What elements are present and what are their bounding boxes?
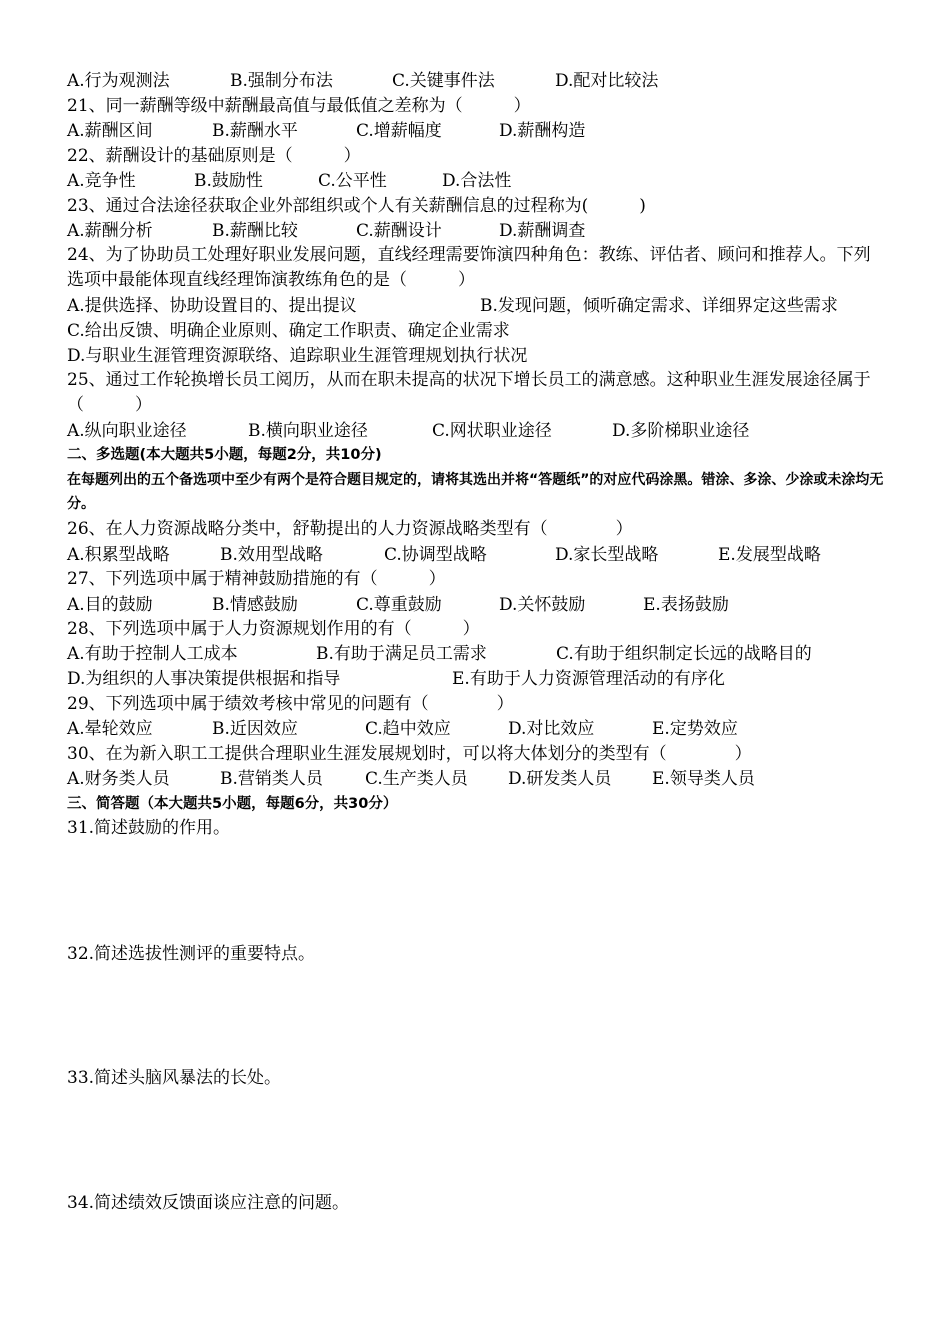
section-2-title: 二、多选题(本大题共5小题，每题2分，共10分) <box>67 447 382 463</box>
q21-option-a: A.薪酬区间 <box>67 121 153 141</box>
q29-option-e: E.定势效应 <box>652 719 738 739</box>
q26-option-c: C.协调型战略 <box>384 545 487 565</box>
q25-option-a: A.纵向职业途径 <box>67 421 187 441</box>
q30-option-b: B.营销类人员 <box>220 769 323 789</box>
q21-option-c: C.增薪幅度 <box>356 121 442 141</box>
q30-option-d: D.研发类人员 <box>508 769 612 789</box>
q26-stem: 26、在人力资源战略分类中，舒勒提出的人力资源战略类型有（ ） <box>67 519 633 539</box>
q27-option-e: E.表扬鼓励 <box>643 595 729 615</box>
q28-option-b: B.有助于满足员工需求 <box>316 644 487 664</box>
q24-option-a: A.提供选择、协助设置目的、提出提议 <box>67 296 357 316</box>
q20-option-c: C.关键事件法 <box>392 71 495 91</box>
q25-option-c: C.网状职业途径 <box>432 421 552 441</box>
q22-option-d: D.合法性 <box>442 171 512 191</box>
q28-option-a: A.有助于控制人工成本 <box>67 644 238 664</box>
q20-option-b: B.强制分布法 <box>230 71 333 91</box>
q26-option-a: A.积累型战略 <box>67 545 170 565</box>
q24-option-b: B.发现问题，倾听确定需求、详细界定这些需求 <box>480 296 838 316</box>
section-2-instruction: 在每题列出的五个备选项中至少有两个是符合题目规定的，请将其选出并将“答题纸”的对应代码涂黑。错涂、多涂、少涂或未涂均无分。 <box>67 472 884 512</box>
q24-option-c: C.给出反馈、明确企业原则、确定工作职责、确定企业需求 <box>67 321 510 341</box>
q26-option-d: D.家长型战略 <box>555 545 659 565</box>
q27-option-b: B.情感鼓励 <box>212 595 298 615</box>
q20-option-a: A.行为观测法 <box>67 71 170 91</box>
q22-option-c: C.公平性 <box>318 171 387 191</box>
q33-stem: 33.简述头脑风暴法的长处。 <box>67 1068 282 1088</box>
q22-option-a: A.竞争性 <box>67 171 136 191</box>
q30-stem: 30、在为新入职工工提供合理职业生涯发展规划时，可以将大体划分的类型有（ ） <box>67 744 752 764</box>
q29-option-c: C.趋中效应 <box>365 719 451 739</box>
q21-stem: 21、同一薪酬等级中薪酬最高值与最低值之差称为（ ） <box>67 96 531 116</box>
q22-option-b: B.鼓励性 <box>194 171 263 191</box>
q25-stem: 25、通过工作轮换增长员工阅历，从而在职未提高的状况下增长员工的满意感。这种职业生涯发展途径属于（ ） <box>67 370 871 415</box>
q22-stem: 22、薪酬设计的基础原则是（ ） <box>67 146 361 166</box>
q29-option-a: A.晕轮效应 <box>67 719 153 739</box>
q23-option-a: A.薪酬分析 <box>67 221 153 241</box>
q21-option-d: D.薪酬构造 <box>499 121 586 141</box>
q24-stem: 24、为了协助员工处理好职业发展问题，直线经理需要饰演四种角色：教练、评估者、顾问和推荐人。下列选项中最能体现直线经理饰演教练角色的是（ ） <box>67 245 871 290</box>
q26-option-b: B.效用型战略 <box>220 545 323 565</box>
q28-option-c: C.有助于组织制定长远的战略目的 <box>556 644 812 664</box>
q27-stem: 27、下列选项中属于精神鼓励措施的有（ ） <box>67 569 446 589</box>
q27-option-a: A.目的鼓励 <box>67 595 153 615</box>
q32-stem: 32.简述选拔性测评的重要特点。 <box>67 944 316 964</box>
q21-option-b: B.薪酬水平 <box>212 121 298 141</box>
q23-option-b: B.薪酬比较 <box>212 221 298 241</box>
q30-option-c: C.生产类人员 <box>365 769 468 789</box>
q29-option-d: D.对比效应 <box>508 719 595 739</box>
q27-option-c: C.尊重鼓励 <box>356 595 442 615</box>
q23-option-c: C.薪酬设计 <box>356 221 442 241</box>
q28-option-d: D.为组织的人事决策提供根据和指导 <box>67 669 341 689</box>
q25-option-b: B.横向职业途径 <box>248 421 368 441</box>
q20-option-d: D.配对比较法 <box>555 71 659 91</box>
q31-stem: 31.简述鼓励的作用。 <box>67 818 231 838</box>
q30-option-a: A.财务类人员 <box>67 769 170 789</box>
q28-option-e: E.有助于人力资源管理活动的有序化 <box>452 669 725 689</box>
q29-stem: 29、下列选项中属于绩效考核中常见的问题有（ ） <box>67 694 514 714</box>
q29-option-b: B.近因效应 <box>212 719 298 739</box>
q28-stem: 28、下列选项中属于人力资源规划作用的有（ ） <box>67 619 480 639</box>
section-3-title: 三、简答题（本大题共5小题，每题6分，共30分） <box>67 796 398 812</box>
q34-stem: 34.简述绩效反馈面谈应注意的问题。 <box>67 1193 350 1213</box>
q23-option-d: D.薪酬调查 <box>499 221 586 241</box>
q30-option-e: E.领导类人员 <box>652 769 755 789</box>
q23-stem: 23、通过合法途径获取企业外部组织或个人有关薪酬信息的过程称为( ) <box>67 196 646 216</box>
q25-option-d: D.多阶梯职业途径 <box>612 421 750 441</box>
q27-option-d: D.关怀鼓励 <box>499 595 586 615</box>
q26-option-e: E.发展型战略 <box>718 545 821 565</box>
q24-option-d: D.与职业生涯管理资源联络、追踪职业生涯管理规划执行状况 <box>67 346 528 366</box>
